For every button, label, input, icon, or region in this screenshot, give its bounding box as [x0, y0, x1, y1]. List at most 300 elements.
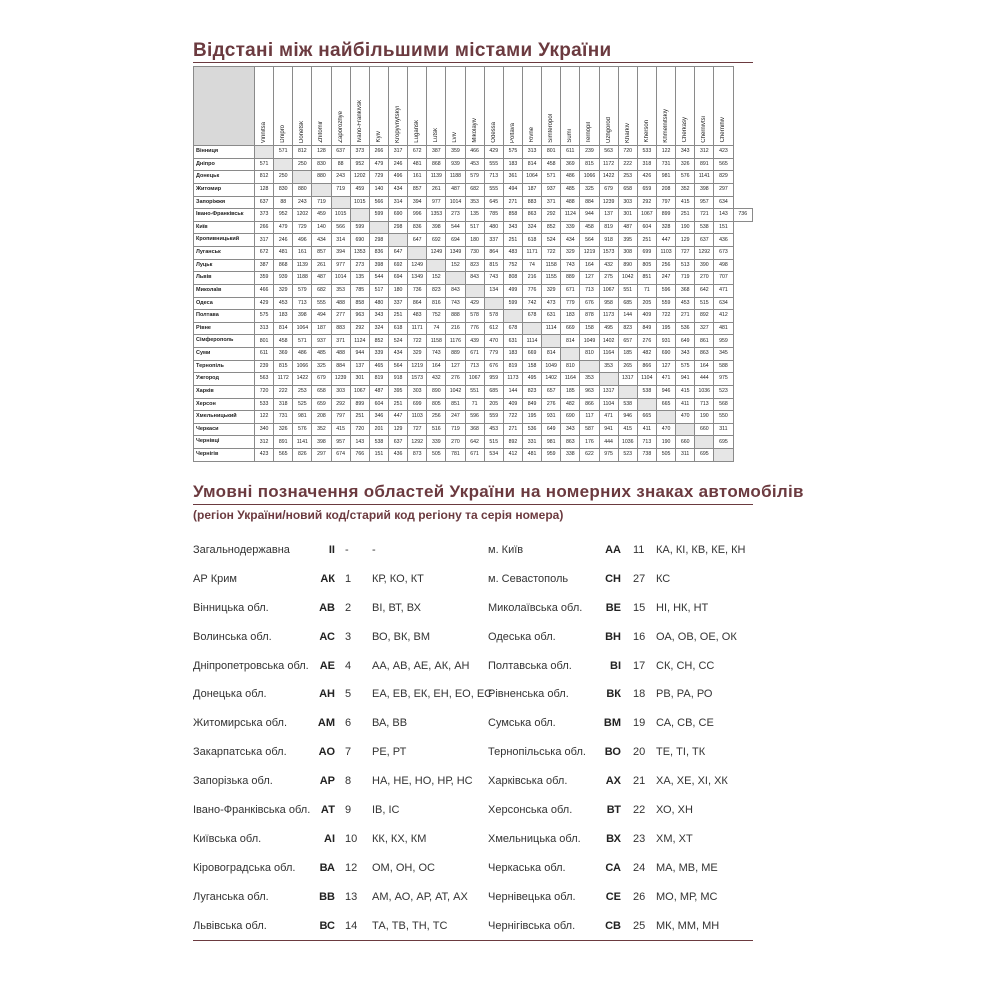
column-header	[465, 67, 484, 146]
table-cell: 465	[369, 360, 388, 373]
plate-series: АА, АВ, АЕ, АК, АН	[372, 659, 470, 672]
table-cell: 247	[656, 272, 675, 285]
table-cell: 1042	[446, 385, 465, 398]
table-cell: 1317	[599, 385, 618, 398]
row-header: Харків	[194, 385, 255, 398]
plate-series: КС	[656, 572, 671, 585]
table-cell: 808	[503, 272, 522, 285]
column-header-label: Donetsk	[299, 120, 306, 143]
table-cell: 736	[733, 209, 752, 222]
table-cell: 88	[274, 196, 293, 209]
table-cell: 729	[293, 221, 312, 234]
table-cell: 216	[446, 322, 465, 335]
table-cell: 301	[618, 209, 637, 222]
row-header: Донецьк	[194, 171, 255, 184]
table-cell: 722	[503, 411, 522, 424]
plate-row	[488, 538, 753, 567]
table-cell: 368	[465, 423, 484, 436]
table-cell: 1249	[408, 259, 427, 272]
table-cell: 612	[484, 322, 503, 335]
title-rule	[193, 504, 753, 505]
table-cell: 1158	[542, 259, 561, 272]
table-cell: 866	[637, 360, 656, 373]
table-cell: 473	[542, 297, 561, 310]
table-cell: 303	[331, 385, 350, 398]
table-cell: 752	[503, 259, 522, 272]
table-cell	[255, 146, 274, 159]
table-cell: 152	[427, 272, 446, 285]
old-code: 13	[345, 890, 358, 903]
plate-series: ОМ, ОН, ОС	[372, 861, 435, 874]
table-cell: 719	[312, 196, 331, 209]
table-cell: 345	[714, 348, 733, 361]
table-cell: 1064	[293, 322, 312, 335]
plate-code: СВ	[605, 919, 621, 932]
plate-row	[193, 914, 483, 943]
region-name: Хмельницька обл.	[488, 832, 581, 845]
plate-code: ВК	[606, 688, 621, 701]
plate-series: НА, НЕ, НО, НР, НС	[372, 775, 473, 788]
table-cell: 239	[580, 146, 599, 159]
table-cell: 471	[599, 411, 618, 424]
table-cell: 314	[388, 196, 407, 209]
table-cell: 730	[465, 247, 484, 260]
region-name: Полтавська обл.	[488, 659, 572, 672]
table-row	[194, 183, 753, 196]
table-cell: 239	[255, 360, 274, 373]
table-cell: 158	[522, 360, 541, 373]
table-cell: 649	[676, 335, 695, 348]
plate-series: РВ, РА, РО	[656, 688, 713, 701]
table-cell: 884	[331, 360, 350, 373]
table-cell: 216	[522, 272, 541, 285]
table-cell: 253	[618, 171, 637, 184]
table-cell	[312, 183, 331, 196]
table-cell: 140	[312, 221, 331, 234]
old-code: 9	[345, 804, 352, 817]
table-cell: 523	[618, 449, 637, 462]
old-code: 24	[633, 861, 646, 874]
table-cell: 694	[446, 234, 465, 247]
table-cell	[293, 171, 312, 184]
table-cell: 276	[446, 373, 465, 386]
table-cell: 939	[446, 158, 465, 171]
table-cell: 631	[542, 310, 561, 323]
table-cell: 387	[427, 146, 446, 159]
region-name: Чернівецька обл.	[488, 890, 576, 903]
table-cell: 276	[637, 335, 656, 348]
table-cell: 957	[331, 436, 350, 449]
table-cell: 576	[676, 171, 695, 184]
table-row	[194, 221, 753, 234]
table-cell: 1067	[350, 385, 369, 398]
old-code: 21	[633, 775, 646, 788]
table-cell: 1036	[618, 436, 637, 449]
plate-series: МО, МР, МС	[656, 890, 718, 903]
table-cell: 481	[522, 449, 541, 462]
table-cell: 447	[388, 411, 407, 424]
column-header-label: Kyiv	[375, 131, 382, 143]
table-cell: 265	[618, 360, 637, 373]
table-cell: 74	[427, 322, 446, 335]
plate-code: ВА	[319, 861, 335, 874]
plate-series: ВІ, ВТ, ВХ	[372, 601, 421, 614]
plate-row	[193, 625, 483, 654]
table-cell: 444	[695, 373, 714, 386]
table-cell: 538	[695, 221, 714, 234]
table-cell: 555	[484, 158, 503, 171]
table-cell: 566	[331, 221, 350, 234]
table-cell: 303	[618, 196, 637, 209]
table-cell: 634	[714, 297, 733, 310]
table-cell: 183	[503, 348, 522, 361]
table-cell: 1249	[427, 247, 446, 260]
table-cell: 864	[408, 297, 427, 310]
table-cell: 317	[255, 234, 274, 247]
old-code: 23	[633, 832, 646, 845]
table-cell: 164	[580, 259, 599, 272]
table-cell: 565	[274, 449, 293, 462]
table-cell: 1141	[293, 436, 312, 449]
table-cell: 1317	[618, 373, 637, 386]
table-cell: 713	[695, 398, 714, 411]
table-cell: 676	[580, 297, 599, 310]
table-cell: 394	[331, 247, 350, 260]
table-cell: 329	[274, 284, 293, 297]
region-name: Кіровоградська обл.	[193, 861, 296, 874]
table-cell: 819	[599, 221, 618, 234]
table-cell: 459	[350, 183, 369, 196]
table-cell: 395	[618, 234, 637, 247]
column-header-label: Sumi	[567, 129, 574, 143]
table-cell: 669	[522, 348, 541, 361]
table-cell: 339	[369, 348, 388, 361]
table-cell: 1042	[618, 272, 637, 285]
column-header-label: Chernihiv	[720, 117, 727, 143]
table-cell: 571	[542, 171, 561, 184]
old-code: 18	[633, 688, 646, 701]
table-row	[194, 385, 753, 398]
column-header-label: Ternopil	[586, 121, 593, 143]
table-cell: 779	[484, 348, 503, 361]
table-cell	[580, 360, 599, 373]
plate-code: СН	[605, 572, 621, 585]
column-header	[618, 67, 637, 146]
table-cell: 722	[542, 247, 561, 260]
table-cell: 250	[293, 158, 312, 171]
table-cell: 483	[503, 247, 522, 260]
table-cell: 707	[714, 272, 733, 285]
table-cell: 1067	[465, 373, 484, 386]
table-cell: 466	[465, 146, 484, 159]
row-header: Житомир	[194, 183, 255, 196]
plate-code: СЕ	[605, 890, 621, 903]
table-cell: 637	[331, 146, 350, 159]
old-code: 4	[345, 659, 352, 672]
plate-row	[488, 740, 753, 769]
table-cell: 533	[637, 146, 656, 159]
table-cell: 564	[388, 360, 407, 373]
plate-row	[193, 711, 483, 740]
table-cell: 325	[580, 183, 599, 196]
table-cell: 453	[465, 158, 484, 171]
plate-row	[193, 740, 483, 769]
column-header-label: Kropyvnytskyi	[395, 105, 402, 143]
table-cell: 649	[542, 423, 561, 436]
table-cell: 1049	[580, 335, 599, 348]
table-cell: 243	[331, 171, 350, 184]
table-cell	[388, 234, 407, 247]
table-cell: 878	[580, 310, 599, 323]
table-cell: 486	[293, 348, 312, 361]
table-cell: 135	[465, 209, 484, 222]
table-cell: 660	[695, 423, 714, 436]
table-row	[194, 411, 753, 424]
table-cell: 685	[484, 385, 503, 398]
table-cell: 329	[561, 247, 580, 260]
table-cell: 480	[369, 297, 388, 310]
column-header	[580, 67, 599, 146]
table-cell: 559	[484, 411, 503, 424]
table-cell: 864	[484, 247, 503, 260]
row-header: Хмельницький	[194, 411, 255, 424]
table-cell: 271	[676, 310, 695, 323]
region-name: Миколаївська обл.	[488, 601, 583, 614]
table-cell: 180	[388, 284, 407, 297]
table-cell: 946	[656, 385, 675, 398]
table-cell: 931	[656, 335, 675, 348]
table-body	[194, 146, 753, 462]
table-cell: 161	[293, 247, 312, 260]
region-name: Одеська обл.	[488, 630, 556, 643]
table-cell: 482	[637, 348, 656, 361]
plate-code: АВ	[319, 601, 335, 614]
table-cell: 892	[503, 436, 522, 449]
table-cell: 776	[465, 322, 484, 335]
region-name: Харківська обл.	[488, 775, 568, 788]
column-header	[695, 67, 714, 146]
table-cell: 205	[484, 398, 503, 411]
table-cell: 959	[542, 449, 561, 462]
table-cell: 523	[714, 385, 733, 398]
table-cell: 343	[676, 348, 695, 361]
table-cell: 415	[331, 423, 350, 436]
old-code: 3	[345, 630, 352, 643]
table-cell: 458	[274, 335, 293, 348]
column-header-label: Lugansk	[414, 120, 421, 143]
row-header: Дніпро	[194, 158, 255, 171]
table-row	[194, 209, 753, 222]
plate-row	[488, 682, 753, 711]
table-cell: 326	[274, 423, 293, 436]
table-cell: 251	[388, 310, 407, 323]
table-cell: 830	[274, 183, 293, 196]
table-cell: 135	[350, 272, 369, 285]
table-cell: 369	[274, 348, 293, 361]
table-cell: 538	[637, 385, 656, 398]
plate-series: ХА, ХЕ, ХІ, ХК	[656, 775, 728, 788]
table-cell: 797	[656, 196, 675, 209]
table-cell	[465, 284, 484, 297]
table-row	[194, 310, 753, 323]
plate-code: ВН	[605, 630, 621, 643]
table-cell: 551	[618, 284, 637, 297]
table-cell: 127	[446, 360, 465, 373]
table-cell: 134	[484, 284, 503, 297]
table-cell: 266	[369, 146, 388, 159]
table-cell: 555	[484, 183, 503, 196]
plate-code: СА	[605, 861, 621, 874]
table-cell: 137	[599, 209, 618, 222]
row-header: Рівне	[194, 322, 255, 335]
plate-series: ІВ, ІС	[372, 804, 400, 817]
table-cell: 412	[714, 310, 733, 323]
table-cell: 488	[561, 196, 580, 209]
table-cell: 766	[350, 449, 369, 462]
table-cell	[369, 221, 388, 234]
table-cell: 246	[274, 234, 293, 247]
table-cell: 604	[637, 221, 656, 234]
table-cell: 722	[656, 310, 675, 323]
table-row	[194, 171, 753, 184]
table-cell: 1014	[446, 196, 465, 209]
row-header: Луцьк	[194, 259, 255, 272]
table-cell: 485	[561, 183, 580, 196]
table-cell: 444	[599, 436, 618, 449]
table-cell: 550	[714, 411, 733, 424]
row-header: Кропивницький	[194, 234, 255, 247]
table-cell: 371	[331, 335, 350, 348]
table-cell: 312	[695, 146, 714, 159]
table-cell: 251	[388, 398, 407, 411]
table-cell: 246	[388, 158, 407, 171]
table-cell: 858	[350, 297, 369, 310]
table-cell	[637, 398, 656, 411]
table-cell: 779	[561, 297, 580, 310]
table-cell: 331	[522, 436, 541, 449]
row-header: Суми	[194, 348, 255, 361]
table-cell: 952	[350, 158, 369, 171]
table-cell: 918	[599, 234, 618, 247]
table-cell: 481	[714, 322, 733, 335]
plate-code: ВС	[319, 919, 335, 932]
table-cell: 1402	[599, 335, 618, 348]
table-cell: 195	[656, 322, 675, 335]
table-cell: 253	[293, 385, 312, 398]
row-header: Тернопіль	[194, 360, 255, 373]
table-cell: 517	[369, 284, 388, 297]
plate-code: II	[328, 544, 335, 556]
table-cell: 292	[637, 196, 656, 209]
table-cell: 318	[274, 398, 293, 411]
table-cell: 637	[695, 234, 714, 247]
table-cell: 183	[274, 310, 293, 323]
table-cell: 1171	[522, 247, 541, 260]
table-cell: 1064	[522, 171, 541, 184]
column-header-label: Vinnitsa	[261, 121, 268, 143]
table-cell: 618	[388, 322, 407, 335]
table-cell: 596	[656, 284, 675, 297]
table-cell: 338	[561, 449, 580, 462]
table-cell: 722	[408, 335, 427, 348]
table-cell: 801	[255, 335, 274, 348]
column-header	[599, 67, 618, 146]
table-cell: 679	[599, 183, 618, 196]
region-name: Київська обл.	[193, 832, 262, 845]
plate-series: ОА, ОВ, ОЕ, ОК	[656, 630, 737, 643]
row-header: Миколаїв	[194, 284, 255, 297]
table-cell: 1422	[599, 171, 618, 184]
table-cell: 434	[561, 234, 580, 247]
table-cell: 899	[656, 209, 675, 222]
table-cell: 1158	[427, 335, 446, 348]
table-cell: 596	[465, 411, 484, 424]
table-cell: 814	[274, 322, 293, 335]
table-cell: 1104	[599, 398, 618, 411]
table-cell: 673	[714, 247, 733, 260]
column-header	[293, 67, 312, 146]
region-name: Дніпропетровська обл.	[193, 659, 309, 672]
table-cell: 1573	[599, 247, 618, 260]
table-cell: 863	[561, 436, 580, 449]
table-cell: 981	[293, 411, 312, 424]
column-header	[522, 67, 541, 146]
table-row	[194, 272, 753, 285]
table-cell: 857	[408, 183, 427, 196]
column-header-label: Zhitomir	[318, 121, 325, 143]
table-cell: 415	[676, 385, 695, 398]
table-cell: 729	[369, 171, 388, 184]
old-code: 26	[633, 890, 646, 903]
title-rule	[193, 62, 753, 63]
table-cell: 297	[714, 183, 733, 196]
table-cell: 579	[293, 284, 312, 297]
table-cell: 671	[465, 348, 484, 361]
table-cell: 311	[676, 449, 695, 462]
table-cell: 387	[255, 259, 274, 272]
table-row	[194, 146, 753, 159]
column-header-label: Lviv	[452, 132, 459, 143]
table-row	[194, 247, 753, 260]
table-cell: 743	[561, 259, 580, 272]
table-cell: 369	[561, 158, 580, 171]
table-cell: 678	[522, 310, 541, 323]
table-cell: 672	[255, 247, 274, 260]
table-cell: 781	[446, 449, 465, 462]
table-cell: 946	[618, 411, 637, 424]
table-cell: 563	[599, 146, 618, 159]
table-cell: 622	[580, 449, 599, 462]
region-name: Рівненська обл.	[488, 688, 569, 701]
table-cell	[274, 158, 293, 171]
column-header-label: Kharkiv	[624, 122, 631, 143]
row-header: Вінниця	[194, 146, 255, 159]
table-cell: 398	[369, 259, 388, 272]
table-cell: 1104	[637, 373, 656, 386]
table-cell: 889	[561, 272, 580, 285]
table-cell: 674	[331, 449, 350, 462]
table-cell: 524	[542, 234, 561, 247]
table-cell: 409	[503, 398, 522, 411]
plate-code: АІ	[324, 832, 335, 845]
table-cell: 251	[676, 209, 695, 222]
table-cell: 1422	[293, 373, 312, 386]
table-cell: 944	[350, 348, 369, 361]
table-cell: 273	[350, 259, 369, 272]
table-cell: 611	[561, 146, 580, 159]
table-cell: 190	[676, 221, 695, 234]
table-cell: 1114	[522, 335, 541, 348]
